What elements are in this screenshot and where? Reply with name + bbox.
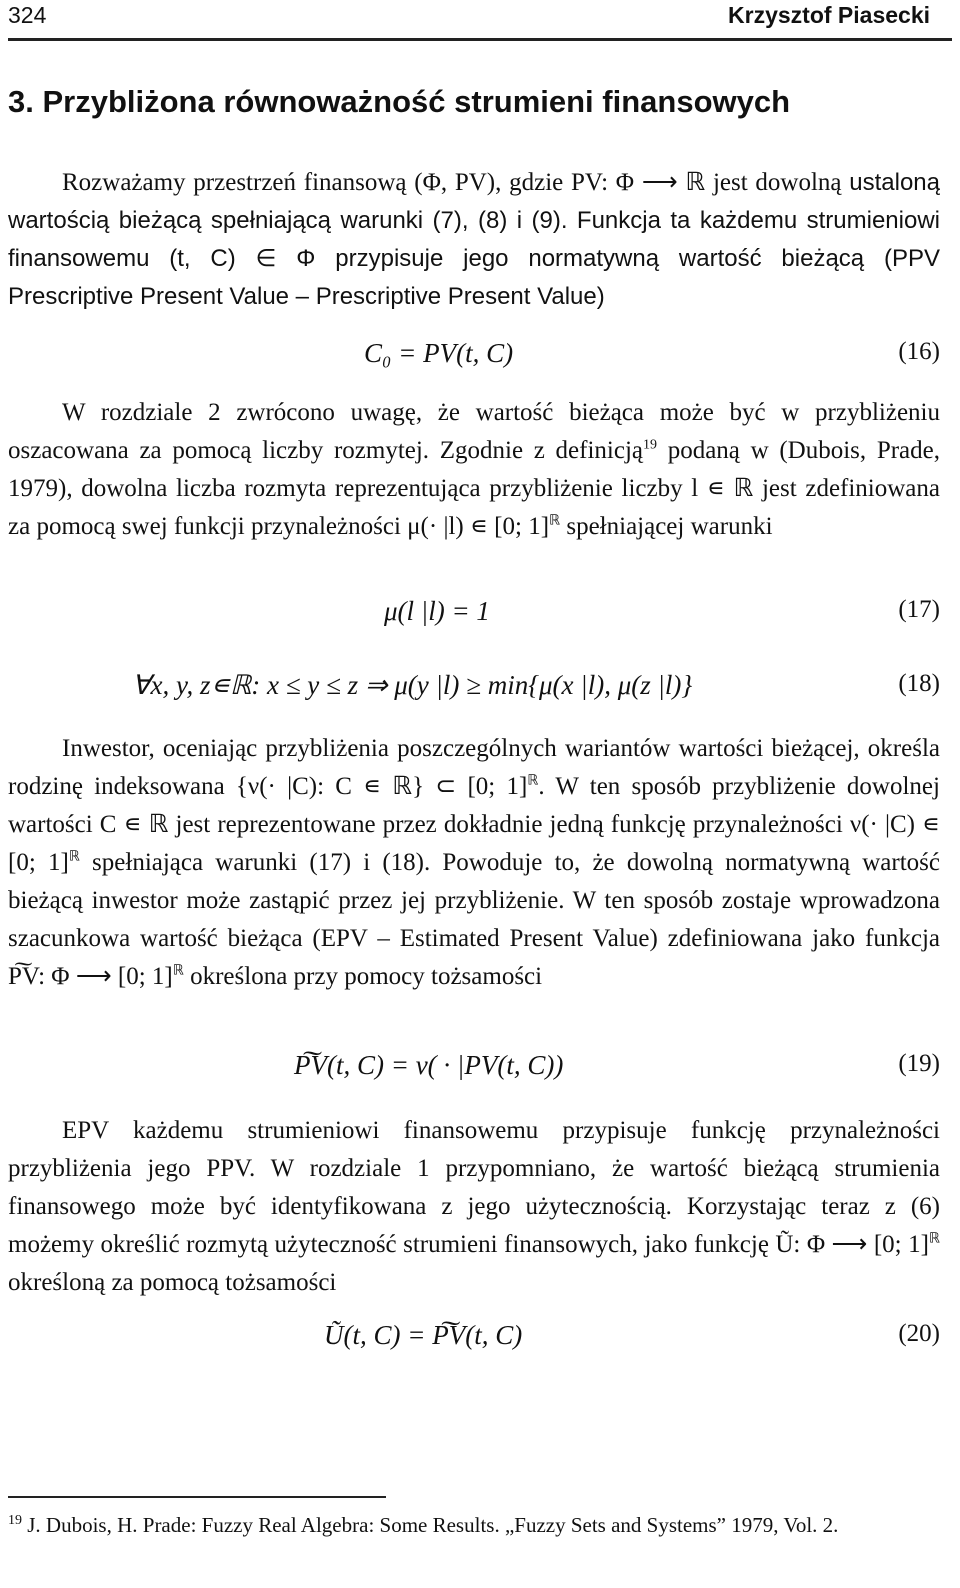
- equation-19: [8, 1050, 940, 1086]
- real-set-superscript: ℝ: [68, 849, 80, 865]
- paragraph-4-text-a: EPV każdemu strumieniowi finansowemu przypisuje funkcję przynależności przybliżenia jego PPV. W rozdziale 1 przypomniano, że wartość bieżącą strumienia finansowego może być identyfikowana z jego użytecznością. Korzystając teraz z (6) możemy określić rozmytą użyteczność strumieni finansowych, jako funkcję Ũ: Φ ⟶ [0; 1]: [8, 1117, 940, 1258]
- paragraph-3-text-d: określona przy pomocy tożsamości: [183, 963, 543, 990]
- equation-18-number: (18): [898, 670, 940, 697]
- paragraph-1-sans-b: Funkcja ta każdemu strumieniowi finansowemu (t, C) ∈ Φ przypisuje jego normatywną wartość bieżącą (PPV Prescriptive Present Value – Prescriptive Present Value): [8, 207, 940, 310]
- running-header-author: Krzysztof Piasecki: [728, 2, 930, 28]
- real-set-superscript: ℝ: [549, 513, 561, 529]
- footnote-ref-19[interactable]: 19: [643, 437, 657, 453]
- footnote-text: J. Dubois, H. Prade: Fuzzy Real Algebra: Some Results. „Fuzzy Sets and Systems” 1979, Vol. 2.: [22, 1513, 839, 1537]
- equation-20: [8, 1320, 940, 1356]
- paragraph-3-text-a: Inwestor, oceniając przybliżenia poszczególnych wariantów wartości bieżącej, określa rodzinę indeksowana {ν(· |C): C ∊ ℝ} ⊂ [0; 1]: [8, 735, 940, 800]
- section-title: 3. Przybliżona równoważność strumieni finansowych: [8, 84, 791, 119]
- equation-18: [8, 670, 940, 706]
- paragraph-2-text-c: spełniającej warunki: [560, 513, 773, 540]
- equation-16-number: (16): [898, 338, 940, 365]
- page-number: 324: [8, 2, 47, 28]
- paragraph-1: [8, 164, 940, 316]
- header-rule: [8, 38, 952, 41]
- equation-20-number: (20): [898, 1320, 940, 1347]
- equation-20-expression: Ũ(t, C) = P͠V(t, C): [324, 1320, 523, 1350]
- paragraph-1-sans-a: ustaloną wartością bieżącą spełniającą warunki (7), (8) i (9).: [8, 169, 941, 234]
- equation-17-number: (17): [898, 596, 940, 623]
- equation-16-expression: C₀ = PV(t, C): [364, 338, 514, 368]
- paragraph-3-text-b: . W ten sposób przybliżenie dowolnej wartości C ∊ ℝ jest reprezentowane przez dokładnie jedną funkcję przynależności ν(· |C) ∊ [0; 1]: [8, 773, 940, 876]
- equation-16: [8, 338, 940, 374]
- paragraph-2-text-b: podaną w (Dubois, Prade, 1979), dowolna liczba rozmyta reprezentująca przybliżenie liczby l ∊ ℝ jest zdefiniowana za pomocą swej funkcji przynależności μ(· |l) ∊ [0; 1]: [8, 437, 940, 540]
- footnote-19: [8, 1510, 940, 1541]
- equation-18-expression: ∀x, y, z∊ℝ: x ≤ y ≤ z ⇒ μ(y |l) ≥ min{μ(x |l), μ(z |l)}: [132, 670, 693, 700]
- paragraph-4-text-b: określoną za pomocą tożsamości: [8, 1269, 337, 1296]
- footnote-mark: 19: [8, 1513, 22, 1528]
- equation-19-expression: P͠V(t, C) = ν( · |PV(t, C)): [294, 1050, 564, 1080]
- paragraph-1-line1: Rozważamy przestrzeń finansową (Φ, PV), gdzie PV: Φ ⟶ ℝ jest dowolną: [62, 169, 842, 196]
- real-set-superscript: ℝ: [172, 963, 184, 979]
- running-header: [0, 0, 960, 42]
- paragraph-3: [8, 730, 940, 996]
- paragraph-3-text-c: spełniająca warunki (17) i (18). Powoduje to, że dowolną normatywną wartość bieżącą inwestor może zastąpić przez jej przybliżenie. W ten sposób zostaje wprowadzona szacunkowa wartość bieżąca (EPV – Estimated Present Value) zdefiniowana jako funkcja P͠V: Φ ⟶ [0; 1]: [8, 849, 940, 990]
- equation-17-expression: μ(l |l) = 1: [384, 596, 490, 626]
- paragraph-4: [8, 1112, 940, 1302]
- paragraph-2-text-a: W rozdziale 2 zwrócono uwagę, że wartość bieżąca może być w przybliżeniu oszacowana za pomocą liczby rozmytej. Zgodnie z definicją: [8, 399, 940, 464]
- paragraph-2: [8, 394, 940, 546]
- real-set-superscript: ℝ: [527, 773, 539, 789]
- equation-17: [8, 596, 940, 632]
- equation-19-number: (19): [898, 1050, 940, 1077]
- footnote-separator: [8, 1496, 386, 1498]
- real-set-superscript: ℝ: [928, 1231, 940, 1247]
